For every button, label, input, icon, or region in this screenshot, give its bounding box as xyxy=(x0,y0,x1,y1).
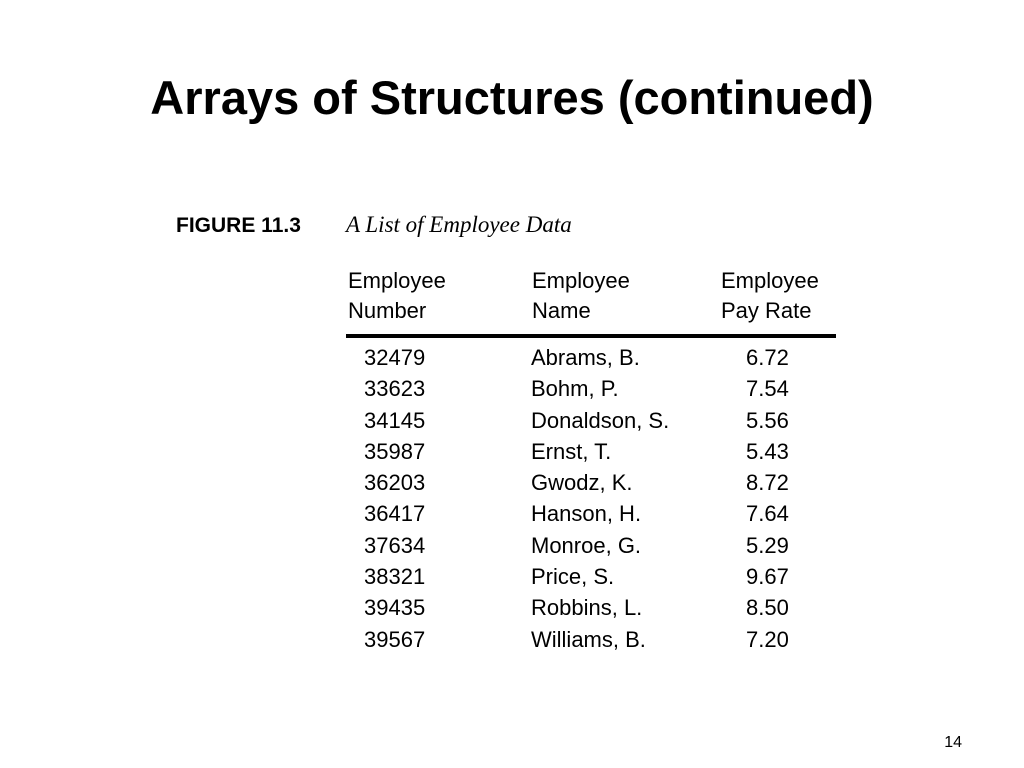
employee-name-cell: Ernst, T. xyxy=(531,438,612,464)
column-header-line: Name xyxy=(532,298,591,323)
table-row xyxy=(346,561,836,592)
employee-number-cell: 32479 xyxy=(364,345,426,370)
pay-rate-cell: 9.67 xyxy=(746,564,789,590)
pay-rate-cell: 5.56 xyxy=(746,407,789,433)
column-header-employee-number xyxy=(348,266,446,326)
table-row xyxy=(346,405,836,436)
employee-number-cell: 37634 xyxy=(364,532,426,558)
pay-rate-cell: 6.72 xyxy=(746,345,789,370)
table-row xyxy=(346,592,836,623)
employee-name-cell: Monroe, G. xyxy=(531,532,642,558)
employee-number-cell: 38321 xyxy=(364,564,426,590)
pay-rate-cell: 7.54 xyxy=(746,376,789,402)
table-row xyxy=(346,498,836,529)
pay-rate-cell: 8.72 xyxy=(746,470,789,496)
table-header xyxy=(346,266,836,338)
table-row xyxy=(346,467,836,498)
column-header-line: Number xyxy=(348,298,427,323)
column-header-line: Employee xyxy=(721,268,819,293)
figure-caption xyxy=(176,212,572,244)
employee-number-cell: 39567 xyxy=(364,626,426,652)
table-row xyxy=(346,436,836,467)
employee-name-cell: Robbins, L. xyxy=(531,595,643,621)
table-row xyxy=(346,342,836,373)
table-row xyxy=(346,373,836,404)
employee-number-cell: 39435 xyxy=(364,595,426,621)
pay-rate-cell: 8.50 xyxy=(746,595,789,621)
employee-name-cell: Gwodz, K. xyxy=(531,470,633,496)
employee-number-cell: 33623 xyxy=(364,376,426,402)
column-header-employee-pay-rate xyxy=(721,266,819,326)
employee-name-cell: Price, S. xyxy=(531,564,615,590)
pay-rate-cell: 5.43 xyxy=(746,438,789,464)
employee-number-cell: 36417 xyxy=(364,501,426,527)
figure-title: A List of Employee Data xyxy=(346,212,572,237)
employee-name-cell: Abrams, B. xyxy=(531,345,640,370)
figure-label: FIGURE 11.3 xyxy=(176,214,301,237)
column-header-line: Employee xyxy=(348,268,446,293)
slide-title: Arrays of Structures (continued) xyxy=(150,71,874,124)
pay-rate-cell: 5.29 xyxy=(746,532,789,558)
column-header-line: Employee xyxy=(532,268,630,293)
employee-name-cell: Williams, B. xyxy=(531,626,646,652)
employee-number-cell: 36203 xyxy=(364,470,426,496)
page-number: 14 xyxy=(944,734,962,751)
employee-number-cell: 34145 xyxy=(364,407,426,433)
pay-rate-cell: 7.20 xyxy=(746,626,789,652)
employee-name-cell: Bohm, P. xyxy=(531,376,619,402)
table-body xyxy=(346,342,836,655)
employee-name-cell: Hanson, H. xyxy=(531,501,642,527)
column-header-line: Pay Rate xyxy=(721,298,812,323)
employee-name-cell: Donaldson, S. xyxy=(531,407,670,433)
employee-number-cell: 35987 xyxy=(364,438,426,464)
table-row xyxy=(346,530,836,561)
column-header-employee-name xyxy=(532,266,630,326)
table-row xyxy=(346,624,836,655)
pay-rate-cell: 7.64 xyxy=(746,501,789,527)
